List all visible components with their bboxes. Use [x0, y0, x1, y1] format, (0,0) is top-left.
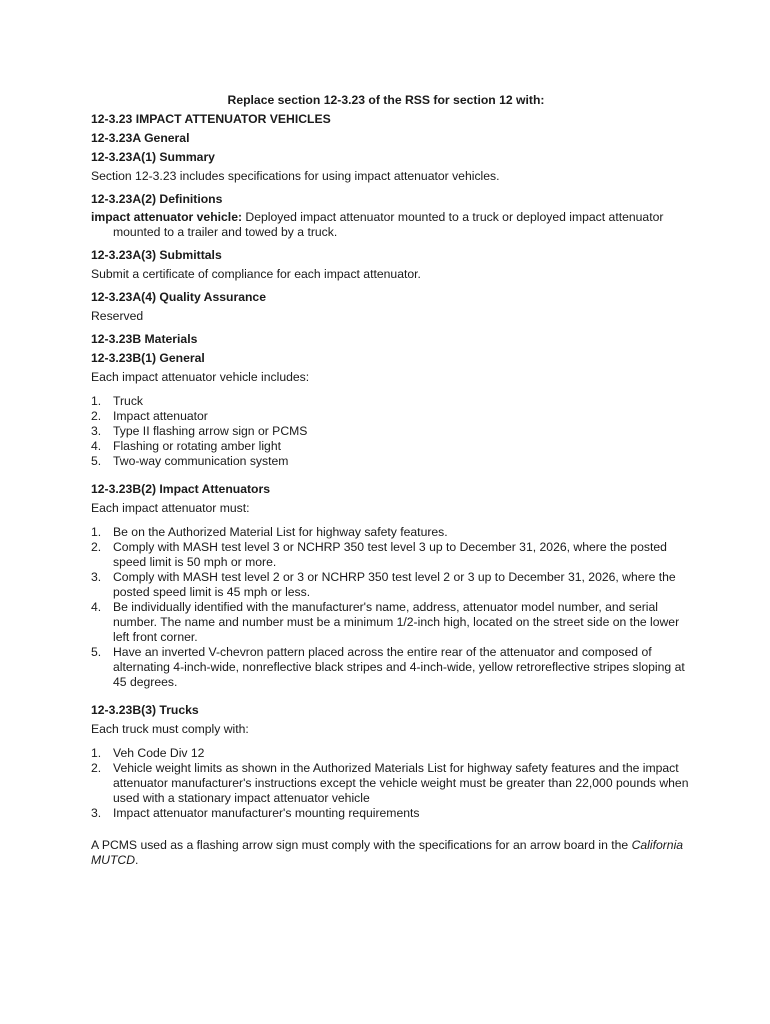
section-heading-materials-general: 12-3.23B(1) General — [91, 351, 205, 365]
list-item — [91, 394, 691, 409]
list-item-text: Be on the Authorized Material List for highway safety features. — [113, 525, 448, 539]
section-heading-main: 12-3.23 IMPACT ATTENUATOR VEHICLES — [91, 112, 331, 126]
truck-requirements-list — [91, 746, 691, 821]
list-number: 2. — [91, 540, 102, 554]
section-heading-submittals: 12-3.23A(3) Submittals — [91, 248, 222, 262]
document-body — [91, 93, 691, 868]
list-item — [91, 746, 691, 761]
impact-attenuators-text: Each impact attenuator must: — [91, 501, 250, 515]
section-heading-quality-assurance: 12-3.23A(4) Quality Assurance — [91, 290, 266, 304]
list-item — [91, 525, 691, 540]
list-number: 1. — [91, 525, 102, 539]
list-number: 4. — [91, 600, 102, 614]
list-item — [91, 761, 691, 806]
submittals-text: Submit a certificate of compliance for each impact attenuator. — [91, 267, 421, 281]
list-item-text: Impact attenuator — [113, 409, 208, 423]
definition-term: impact attenuator vehicle: — [91, 210, 243, 224]
list-number: 2. — [91, 761, 102, 775]
list-item-text: Two-way communication system — [113, 454, 289, 468]
list-number: 1. — [91, 746, 102, 760]
list-number: 2. — [91, 409, 102, 423]
list-item — [91, 454, 691, 469]
attenuator-requirements-list — [91, 525, 691, 690]
list-item-text: Comply with MASH test level 2 or 3 or NCHRP 350 test level 2 or 3 up to December 31, 2026, where the posted speed limit is 45 mph or less. — [113, 570, 676, 599]
list-number: 3. — [91, 806, 102, 820]
list-item-text: Have an inverted V-chevron pattern placed across the entire rear of the attenuator and composed of alternating 4-inch-wide, nonreflective black stripes and 4-inch-wide, yellow retroreflective stripes sloping at 45 degrees. — [113, 645, 685, 689]
list-item-text: Veh Code Div 12 — [113, 746, 205, 760]
section-heading-summary: 12-3.23A(1) Summary — [91, 150, 215, 164]
trucks-text: Each truck must comply with: — [91, 722, 249, 736]
arrow-board-paragraph — [91, 838, 691, 868]
list-number: 5. — [91, 645, 102, 659]
materials-general-text: Each impact attenuator vehicle includes: — [91, 370, 310, 384]
list-item-text: Truck — [113, 394, 144, 408]
section-heading-impact-attenuators: 12-3.23B(2) Impact Attenuators — [91, 482, 271, 496]
list-item-text: Be individually identified with the manufacturer's name, address, attenuator model number, and serial number. The name and number must be a minimum 1/2-inch high, located on the street side on the lower left front corner. — [113, 600, 680, 644]
list-item — [91, 806, 691, 821]
list-item — [91, 645, 691, 690]
section-heading-definitions: 12-3.23A(2) Definitions — [91, 192, 223, 206]
list-item-text: Impact attenuator manufacturer's mounting requirements — [113, 806, 420, 820]
definition-entry — [91, 210, 691, 240]
vehicle-components-list — [91, 394, 691, 469]
arrow-board-text: A PCMS used as a flashing arrow sign must comply with the specifications for an arrow board in the — [91, 838, 632, 852]
list-item — [91, 540, 691, 570]
quality-assurance-text: Reserved — [91, 309, 144, 323]
list-number: 5. — [91, 454, 102, 468]
list-item — [91, 424, 691, 439]
list-item-text: Flashing or rotating amber light — [113, 439, 282, 453]
list-item-text: Vehicle weight limits as shown in the Authorized Materials List for highway safety features and the impact attenuator manufacturer's instructions except the vehicle weight must be greater than 22,000 pounds when used with a stationary impact attenuator vehicle — [113, 761, 689, 805]
intro-instruction: Replace section 12-3.23 of the RSS for section 12 with: — [227, 93, 545, 107]
list-item — [91, 570, 691, 600]
list-number: 3. — [91, 424, 102, 438]
list-number: 4. — [91, 439, 102, 453]
list-item — [91, 600, 691, 645]
section-heading-trucks: 12-3.23B(3) Trucks — [91, 703, 199, 717]
list-item-text: Comply with MASH test level 3 or NCHRP 350 test level 3 up to December 31, 2026, where the posted speed limit is 50 mph or more. — [113, 540, 667, 569]
definition-text: Deployed impact attenuator mounted to a truck or deployed impact attenuator mounted to a trailer and towed by a truck. — [113, 210, 664, 239]
list-item — [91, 439, 691, 454]
list-number: 1. — [91, 394, 102, 408]
list-item-text: Type II flashing arrow sign or PCMS — [113, 424, 308, 438]
list-item — [91, 409, 691, 424]
mutcd-reference: California MUTCD — [91, 838, 684, 867]
list-number: 3. — [91, 570, 102, 584]
section-heading-general: 12-3.23A General — [91, 131, 190, 145]
section-heading-materials: 12-3.23B Materials — [91, 332, 198, 346]
summary-text: Section 12-3.23 includes specifications for using impact attenuator vehicles. — [91, 169, 500, 183]
arrow-board-end: . — [135, 853, 139, 867]
